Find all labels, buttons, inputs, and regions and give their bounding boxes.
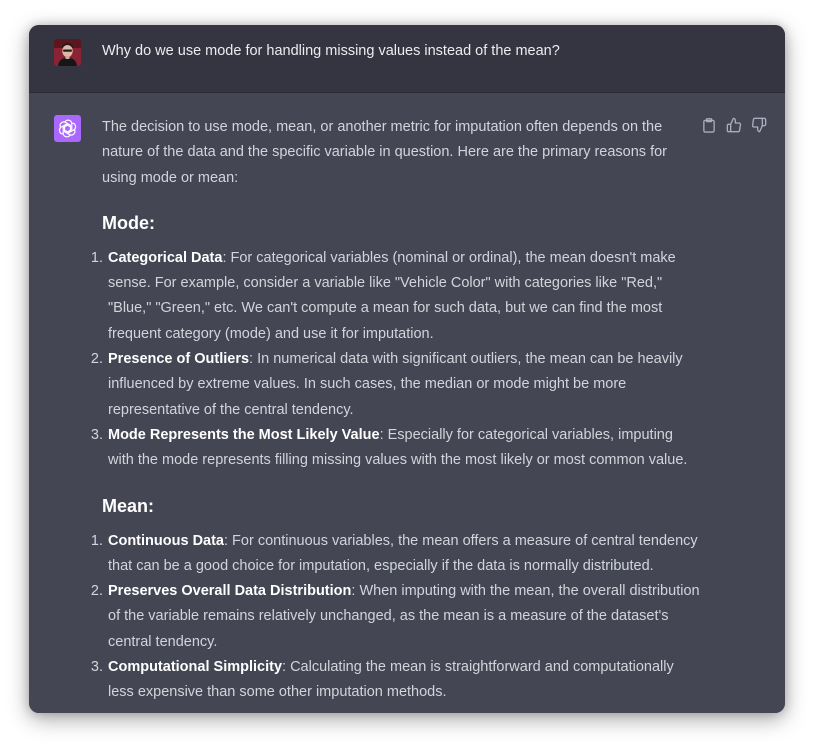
thumbs-down-button[interactable] [751, 117, 767, 133]
section-heading-mean: Mean: [102, 495, 155, 516]
thumbs-down-icon [751, 117, 767, 133]
list-item-text: : When imputing with the mean, the overall distribution of the variable remains relatively unchanged, as the mean is a measure of the dataset's central tendency. [108, 583, 700, 650]
list-item-title: Presence of Outliers [108, 351, 250, 368]
mode-reasons-list [90, 246, 702, 474]
list-number: 1. [90, 249, 103, 266]
intro-paragraph: The decision to use mode, mean, or another metric for imputation often depends on the nature of the data and the specific variable in question. Here are the primary reasons for using mode or mean: [102, 119, 668, 186]
section-heading-mode: Mode: [102, 212, 155, 233]
thumbs-up-button[interactable] [726, 117, 742, 133]
list-item [90, 423, 702, 474]
list-number: 3. [90, 426, 103, 443]
list-item-text: : Especially for categorical variables, imputing with the mode represents filling missing values with the most likely or most common value. [108, 426, 688, 469]
user-message-row [29, 25, 785, 93]
list-item-title: Preserves Overall Data Distribution [108, 583, 352, 600]
assistant-message-row [29, 93, 785, 713]
user-avatar [54, 39, 81, 66]
list-item [90, 529, 702, 580]
list-number: 2. [90, 351, 103, 368]
list-item-title: Computational Simplicity [108, 659, 283, 676]
list-item-text: : Calculating the mean is straightforward and computationally less expensive than some other imputation methods. [108, 659, 674, 701]
list-item-title: Continuous Data [108, 532, 224, 549]
mean-reasons-list [90, 529, 702, 706]
clipboard-icon [702, 118, 716, 133]
message-actions [701, 117, 767, 133]
list-item-text: : For categorical variables (nominal or ordinal), the mean doesn't make sense. For example, consider a variable like "Vehicle Color" with categories like "Red," "Blue," "Green," etc. We can't compute a mean for such data, but we can find the most frequent category (mode) and use it for imputation. [108, 249, 676, 342]
copy-button[interactable] [701, 117, 717, 133]
assistant-avatar [54, 115, 81, 142]
list-item [90, 246, 702, 347]
user-message-text: Why do we use mode for handling missing values instead of the mean? [102, 43, 560, 59]
openai-logo-icon [58, 119, 77, 138]
list-item [90, 579, 702, 655]
list-item-text: : For continuous variables, the mean offers a measure of central tendency that can be a good choice for imputation, especially if the data is normally distributed. [108, 532, 698, 574]
list-item-text: : In numerical data with significant outliers, the mean can be heavily influenced by extreme values. In such cases, the median or mode might be more representative of the central tendency. [108, 351, 683, 418]
list-item-title: Mode Represents the Most Likely Value [108, 426, 380, 443]
assistant-message-content [90, 115, 702, 706]
chat-window [29, 25, 785, 713]
list-number: 1. [90, 532, 103, 549]
list-item [90, 655, 702, 706]
list-item-title: Categorical Data [108, 249, 223, 266]
list-item [90, 347, 702, 423]
thumbs-up-icon [726, 117, 742, 133]
list-number: 3. [90, 659, 103, 676]
list-number: 2. [90, 583, 103, 600]
